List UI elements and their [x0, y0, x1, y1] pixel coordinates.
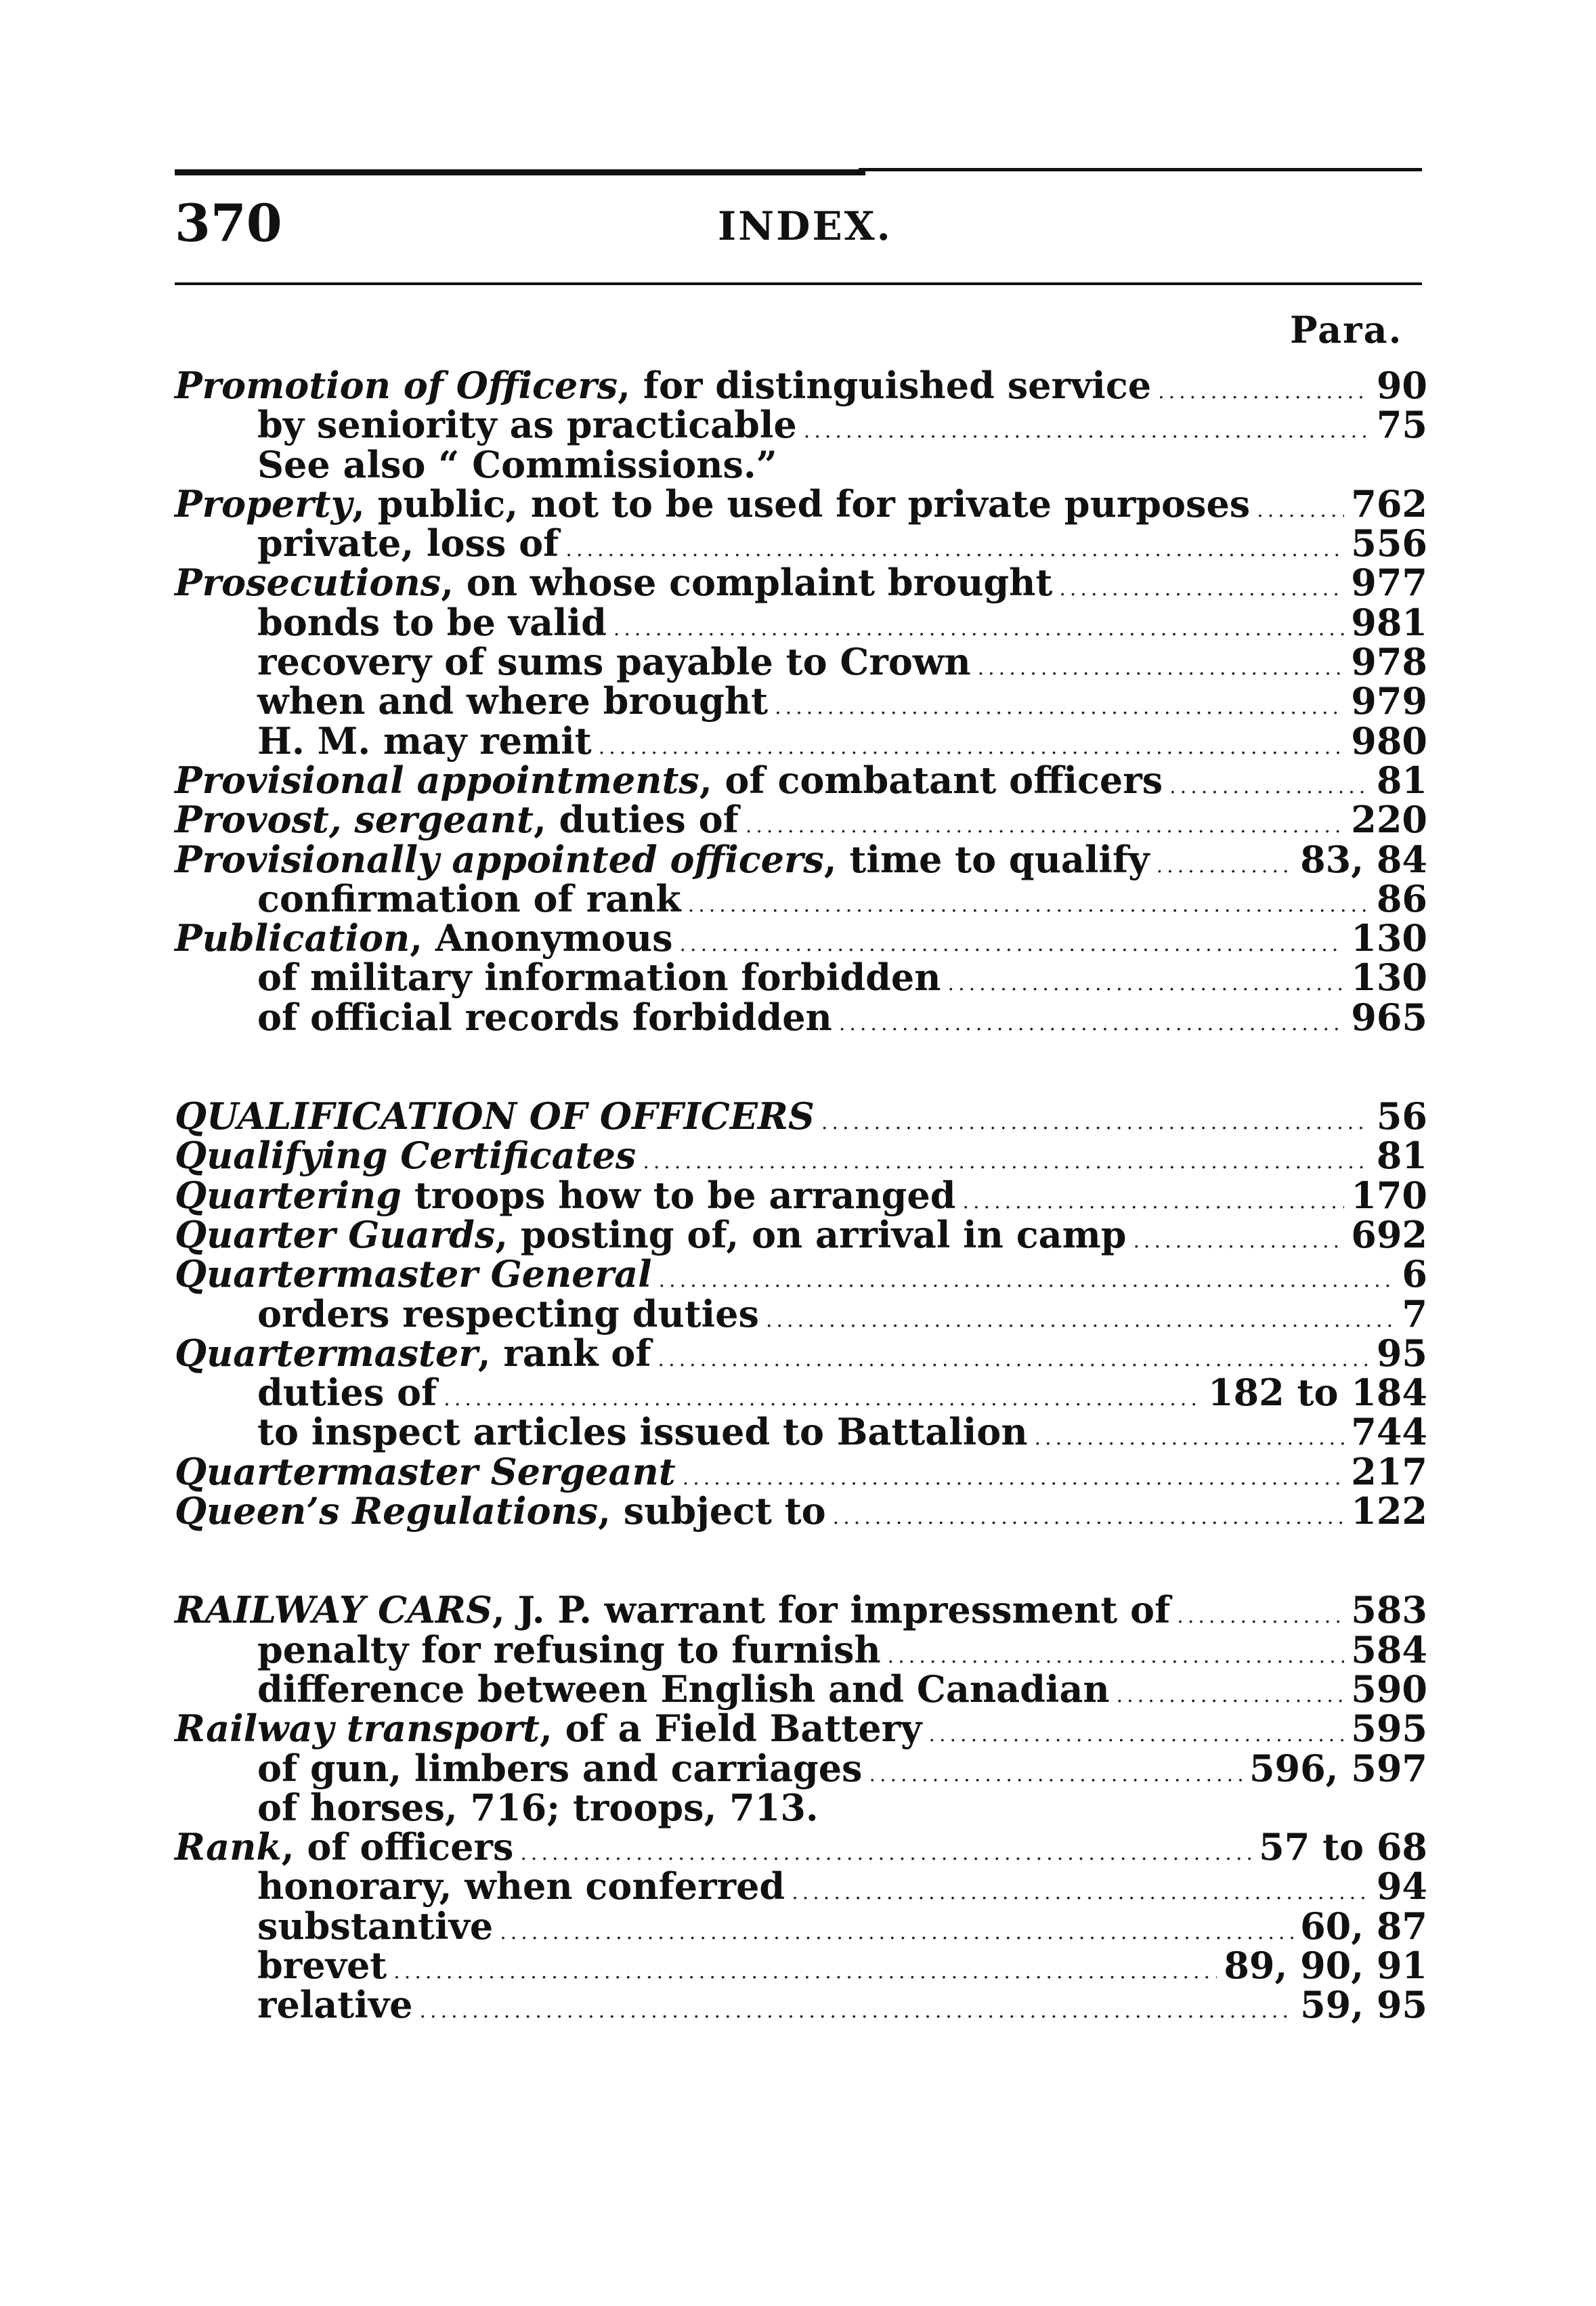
entry-description: of horses, 716; troops, 713. [257, 1785, 819, 1829]
entry-description: by seniority as practicable [257, 403, 797, 447]
paragraph-reference: 6 [1402, 1252, 1427, 1296]
entry-text [257, 721, 592, 761]
entry-description: substantive [257, 1904, 494, 1948]
entry-text [175, 1333, 651, 1373]
entry-keyword: Quartermaster General [175, 1252, 652, 1296]
paragraph-reference: 762 [1351, 482, 1427, 526]
entry-description: H. M. may remit [257, 719, 592, 763]
paragraph-reference: 556 [1351, 521, 1427, 565]
paragraph-reference: 583 [1351, 1588, 1427, 1632]
dot-leader [1059, 570, 1344, 609]
paragraph-reference: 981 [1351, 600, 1427, 644]
index-subentry [175, 521, 1427, 565]
entry-description: confirmation of rank [257, 876, 681, 920]
paragraph-reference: 596, 597 [1249, 1746, 1427, 1790]
paragraph-reference: 130 [1351, 956, 1427, 1000]
dot-leader [1035, 1419, 1345, 1458]
entry-text [257, 403, 797, 447]
dot-leader [1169, 767, 1370, 807]
entry-description: , of officers [281, 1825, 514, 1869]
dot-leader [978, 649, 1345, 688]
paragraph-reference: 89, 90, 91 [1224, 1943, 1427, 1987]
paragraph-reference: 744 [1351, 1410, 1427, 1454]
index-body [175, 366, 1427, 2085]
paragraph-reference: 980 [1351, 719, 1427, 763]
paragraph-reference: 182 to 184 [1208, 1371, 1427, 1415]
paragraph-reference: 130 [1351, 916, 1427, 960]
entry-text [257, 1669, 1110, 1709]
dot-leader [775, 688, 1344, 727]
entry-text [257, 1906, 493, 1946]
entry-text [175, 798, 739, 842]
entry-text [175, 1588, 1171, 1632]
entry-keyword: Promotion of Officers [175, 364, 618, 407]
entry-text [257, 995, 832, 1039]
entry-description: See also “ Commissions.” [257, 442, 777, 486]
entry-keyword: Queen’s Regulations [175, 1489, 599, 1533]
paragraph-reference: 86 [1376, 876, 1427, 920]
entry-keyword: Railway transport [175, 1707, 540, 1751]
entry-description: recovery of sums payable to Crown [257, 640, 971, 684]
entry-keyword: Rank [175, 1825, 282, 1869]
entry-description: , Anonymous [410, 916, 673, 960]
entry-text [257, 442, 777, 486]
entry-description: honorary, when conferred [257, 1864, 785, 1908]
entry-text [175, 1134, 637, 1178]
entry-text [175, 1096, 815, 1136]
paragraph-reference: 595 [1351, 1707, 1427, 1751]
entry-description: to inspect articles issued to Battalion [257, 1410, 1028, 1454]
entry-description: , public, not to be used for private purposes [351, 482, 1251, 526]
dot-leader [1158, 372, 1370, 412]
paragraph-reference: 977 [1351, 561, 1427, 605]
entry-text [257, 1943, 387, 1987]
paragraph-reference: 7 [1402, 1291, 1427, 1336]
entry-description: , rank of [477, 1331, 651, 1375]
paragraph-reference: 122 [1351, 1489, 1427, 1533]
paragraph-reference: 57 to 68 [1259, 1825, 1427, 1869]
dot-leader [393, 1952, 1217, 1992]
paragraph-reference: 220 [1351, 798, 1427, 842]
entry-keyword: Publication [175, 916, 410, 960]
paragraph-reference: 584 [1351, 1627, 1427, 1671]
entry-description: of gun, limbers and carriages [257, 1746, 863, 1790]
entry-text [257, 1983, 413, 2027]
entry-description: , J. P. warrant for impressment of [492, 1588, 1171, 1632]
entry-keyword: Quarter Guards [175, 1212, 496, 1256]
dot-leader [792, 1873, 1370, 1913]
entry-description: , time to qualify [823, 837, 1150, 881]
entry-keyword: Provisionally appointed officers [175, 837, 824, 881]
paragraph-reference: 56 [1376, 1094, 1427, 1138]
dot-leader [1157, 847, 1294, 886]
entry-text [257, 600, 607, 644]
paragraph-reference: 59, 95 [1300, 1983, 1427, 2027]
dot-leader [948, 964, 1345, 1004]
entry-text [257, 1410, 1028, 1454]
paragraph-reference: 94 [1376, 1864, 1427, 1908]
entry-text [175, 561, 1053, 605]
entry-description: penalty for refusing to furnish [257, 1627, 881, 1671]
dot-leader [839, 1004, 1344, 1044]
paragraph-reference: 978 [1351, 640, 1427, 684]
entry-description: difference between English and Canadian [257, 1667, 1110, 1711]
entry-description: brevet [257, 1943, 387, 1987]
index-subentry [175, 1410, 1427, 1454]
dot-leader [1257, 491, 1344, 530]
dot-leader [659, 1261, 1396, 1300]
header-rule-left [175, 169, 865, 175]
entry-text [257, 1291, 759, 1336]
entry-keyword: Property [175, 482, 352, 526]
paragraph-reference: 90 [1376, 364, 1427, 407]
dot-leader [420, 1992, 1294, 2031]
paragraph-reference: 81 [1376, 1134, 1427, 1178]
entry-text [257, 1371, 437, 1415]
entry-text [257, 876, 681, 920]
index-entry [175, 484, 1427, 524]
paragraph-reference: 83, 84 [1300, 837, 1427, 881]
entry-text [257, 681, 768, 721]
index-section [175, 1588, 1427, 2027]
entry-text [257, 1627, 881, 1671]
entry-keyword: RAILWAY CARS [175, 1588, 492, 1632]
entry-description: troops how to be arranged [402, 1173, 956, 1217]
entry-text [257, 640, 971, 684]
entry-text [257, 521, 559, 565]
entry-description: , duties of [533, 798, 739, 842]
entry-text [175, 366, 1151, 405]
dot-leader [821, 1103, 1370, 1143]
index-section [175, 1096, 1427, 1531]
entry-text [175, 1173, 956, 1217]
running-head: INDEX. [718, 203, 892, 249]
paragraph-reference: 965 [1351, 995, 1427, 1039]
entry-text [175, 758, 1163, 802]
dot-leader [766, 1301, 1395, 1340]
dot-leader [1177, 1597, 1344, 1636]
entry-description: when and where brought [257, 679, 769, 723]
entry-text [257, 1866, 785, 1906]
header-rule-right [859, 168, 1422, 171]
paragraph-reference: 590 [1351, 1667, 1427, 1711]
dot-leader [1117, 1676, 1345, 1715]
entry-keyword: Prosecutions [175, 561, 441, 605]
paragraph-reference: 60, 87 [1300, 1904, 1427, 1948]
entry-keyword: Provisional appointments [175, 758, 699, 802]
paragraph-reference: 75 [1376, 403, 1427, 447]
entry-description: bonds to be valid [257, 600, 607, 644]
entry-description: , on whose complaint brought [441, 561, 1053, 605]
entry-text [257, 1746, 863, 1790]
entry-description: private, loss of [257, 521, 559, 565]
entry-text [175, 1491, 826, 1531]
dot-leader [869, 1755, 1243, 1795]
paragraph-reference: 692 [1351, 1212, 1427, 1256]
entry-text [175, 1449, 676, 1493]
paragraph-reference: 81 [1376, 758, 1427, 802]
index-entry [175, 366, 1427, 405]
dot-leader [804, 412, 1370, 451]
entry-description: , subject to [598, 1489, 826, 1533]
entry-keyword: Qualifying Certificates [175, 1134, 637, 1178]
dot-leader [500, 1913, 1293, 1952]
header-underline-rule [175, 282, 1422, 285]
entry-keyword: Quartering [175, 1173, 402, 1217]
paragraph-reference: 95 [1376, 1331, 1427, 1375]
dot-leader [833, 1498, 1345, 1537]
entry-text [257, 956, 941, 1000]
entry-keyword: Quartermaster Sergeant [175, 1449, 676, 1493]
entry-keyword: QUALIFICATION OF OFFICERS [175, 1094, 815, 1138]
entry-description: , posting of, on arrival in camp [495, 1212, 1127, 1256]
entry-description: orders respecting duties [257, 1291, 759, 1336]
entry-description: duties of [257, 1371, 437, 1415]
entry-description: , of combatant officers [699, 758, 1163, 802]
entry-text [175, 1707, 922, 1751]
paragraph-reference: 170 [1351, 1173, 1427, 1217]
paragraph-reference: 217 [1351, 1449, 1427, 1493]
entry-text [175, 918, 673, 958]
entry-description: , for distinguished service [618, 364, 1152, 407]
dot-leader [1133, 1222, 1344, 1261]
entry-keyword: Quartermaster [175, 1331, 478, 1375]
entry-text [175, 1254, 652, 1294]
entry-description: , of a Field Battery [540, 1707, 922, 1751]
entry-description: of official records forbidden [257, 995, 832, 1039]
entry-text [175, 837, 1150, 881]
paragraph-reference: 979 [1351, 679, 1427, 723]
entry-description: relative [257, 1983, 413, 2027]
entry-description: of military information forbidden [257, 956, 941, 1000]
entry-text [175, 1212, 1127, 1256]
entry-text [175, 484, 1250, 524]
index-entry [175, 1588, 1427, 1632]
index-entry [175, 1096, 1427, 1136]
entry-text [175, 1825, 514, 1869]
page-number: 370 [175, 193, 282, 253]
index-section [175, 366, 1427, 1037]
entry-text [257, 1785, 819, 1829]
dot-leader [688, 886, 1370, 925]
para-column-heading: Para. [1290, 308, 1403, 351]
index-entry [175, 1825, 1427, 1869]
entry-keyword: Provost, sergeant [175, 798, 534, 842]
